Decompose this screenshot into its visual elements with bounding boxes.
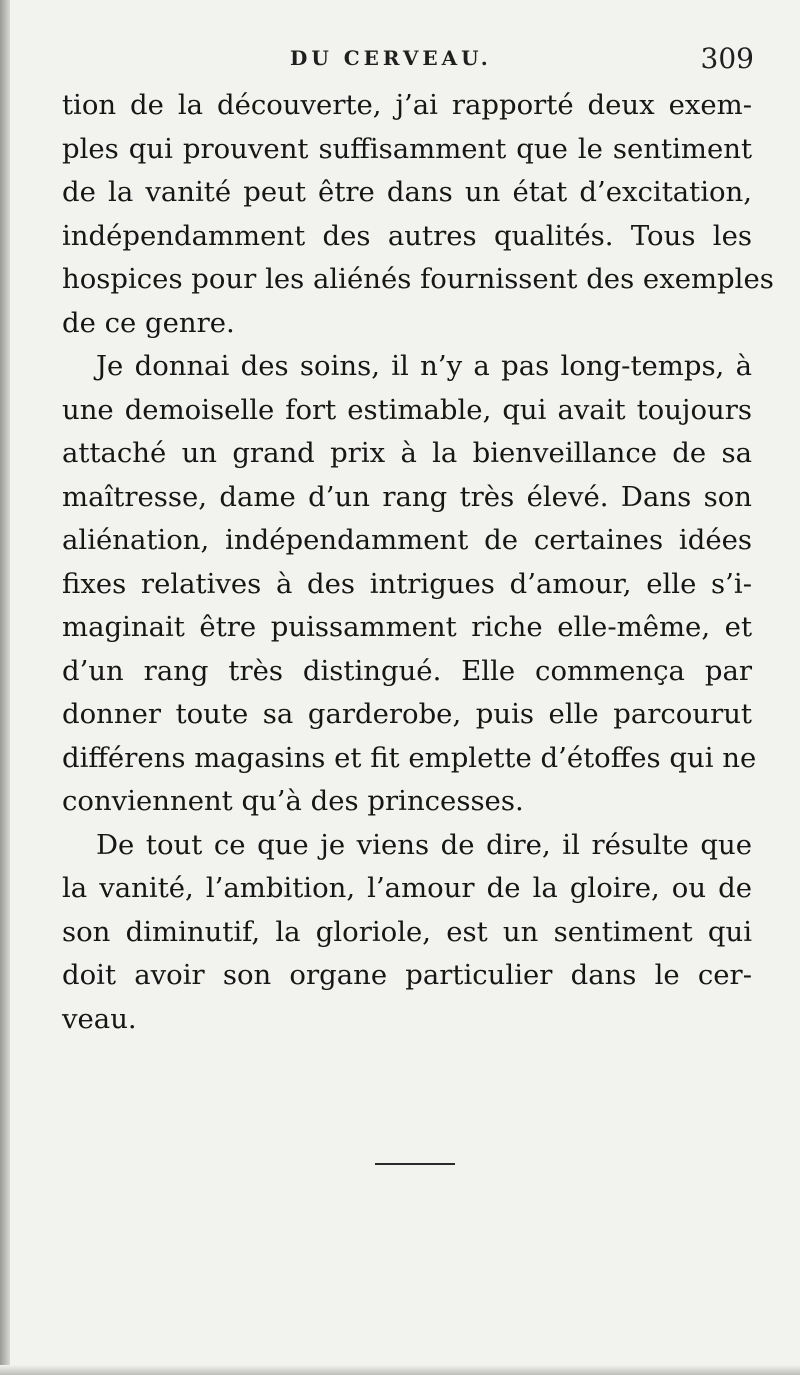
text-line: fixes relatives à des intrigues d’amour, elle s’i- xyxy=(62,567,752,600)
text-line: tion de la découverte, j’ai rapporté deux exem- xyxy=(62,89,752,121)
text-line: doit avoir son organe particulier dans le cer- xyxy=(62,959,752,991)
page-binding-edge xyxy=(0,0,10,1375)
paragraph xyxy=(62,84,774,345)
page-number: 309 xyxy=(700,42,754,75)
text-line: aliénation, indépendamment de certaines idées xyxy=(62,524,752,556)
text-line: de la vanité peut être dans un état d’excitation, xyxy=(62,176,752,208)
paragraph xyxy=(62,345,757,824)
section-end-rule xyxy=(375,1163,455,1165)
text-line: attaché un grand prix à la bienveillance de sa xyxy=(62,437,752,469)
text-line: hospices pour les aliénés fournissent des exemples xyxy=(62,263,774,295)
text-line: donner toute sa garderobe, puis elle parcourut xyxy=(62,698,752,730)
text-line: conviennent qu’à des princesses. xyxy=(62,785,524,817)
text-line: De tout ce que je viens de dire, il résulte que xyxy=(96,828,752,861)
page-header xyxy=(0,40,800,80)
text-line: la vanité, l’ambition, l’amour de la gloire, ou de xyxy=(62,872,752,904)
paragraph xyxy=(62,824,752,1042)
text-line: différens magasins et fit emplette d’étoffes qui ne xyxy=(62,741,757,774)
text-line: une demoiselle fort estimable, qui avait toujours xyxy=(62,393,752,426)
running-head: DU CERVEAU. xyxy=(290,46,492,70)
text-line: indépendamment des autres qualités. Tous les xyxy=(62,219,752,252)
text-line: d’un rang très distingué. Elle commença par xyxy=(62,654,752,687)
text-line: veau. xyxy=(62,1002,137,1035)
page-bottom-shadow xyxy=(0,1365,800,1375)
text-line: Je donnai des soins, il n’y a pas long-temps, à xyxy=(96,350,752,382)
text-line: de ce genre. xyxy=(62,306,235,339)
text-line: son diminutif, la gloriole, est un sentiment qui xyxy=(62,915,752,948)
text-line: maginait être puissamment riche elle-même, et xyxy=(62,611,752,643)
text-line: ples qui prouvent suffisamment que le sentiment xyxy=(62,132,752,165)
text-line: maîtresse, dame d’un rang très élevé. Dans son xyxy=(62,480,752,513)
body-text xyxy=(62,84,774,1041)
